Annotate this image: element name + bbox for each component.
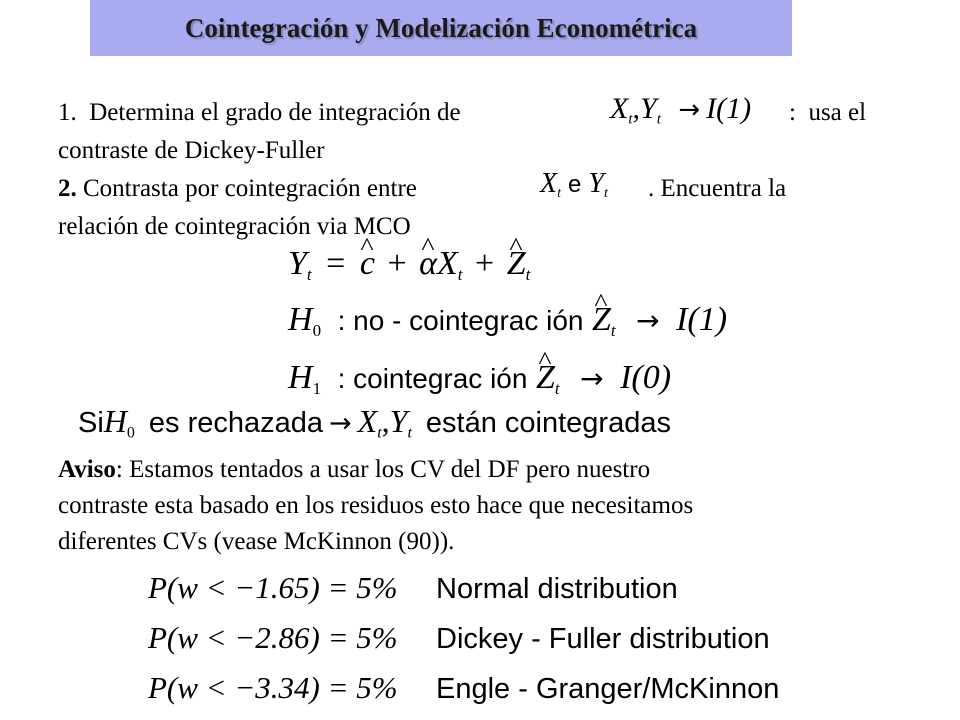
prob-row-normal: P(w < −1.65) = 5% Normal distribution bbox=[148, 570, 678, 605]
warning-line1: Aviso: Estamos tentados a usar los CV del DF pero nuestro bbox=[58, 456, 651, 483]
slide-title: Cointegración y Modelización Econométrica bbox=[184, 12, 698, 43]
step2-line2: relación de cointegración via MCO bbox=[58, 213, 411, 240]
title-bar bbox=[90, 0, 792, 56]
step2-math: $X_t$ e $Y_t$ bbox=[540, 168, 608, 201]
step2-suffix: . Encuentra la bbox=[648, 175, 787, 202]
h0-equation: $H_0$ : no - cointegrac ión ^ $Z_t \to I(1)$ bbox=[288, 303, 727, 339]
h1-equation: $H_1$ : cointegrac ión ^ $Z_t \to I(0)$ bbox=[288, 361, 671, 397]
step1-text: Determina el grado de integración de bbox=[89, 99, 461, 126]
prob-row-dickey-fuller: P(w < −2.86) = 5% Dickey - Fuller distribution bbox=[148, 620, 770, 655]
prob-row-engle-granger: P(w < −3.34) = 5% Engle - Granger/McKinnon bbox=[148, 670, 780, 705]
warning-line2: contraste esta basado en los residuos esto hace que necesitamos bbox=[58, 492, 694, 519]
step2-line1: 2. Contrasta por cointegración entre bbox=[58, 175, 417, 202]
regression-equation: $Y_t$ = ^ c + ^ $\alpha X_t$ + ^ $Z_t$ bbox=[288, 247, 530, 283]
step1-suffix: : usa el bbox=[789, 99, 867, 126]
step1-line1: 1. Determina el grado de integración de bbox=[58, 99, 461, 126]
step1-math: $X_t,Y_t \to I(1)$ bbox=[610, 92, 752, 128]
warning-line3: diferentes CVs (vease McKinnon (90)). bbox=[58, 528, 455, 555]
regression-label bbox=[0, 0, 1, 1]
rejection-statement: SiH$_0$ es rechazada → $X_t,Y_t$ están cointegradas bbox=[78, 403, 671, 442]
step1-line2: contraste de Dickey-Fuller bbox=[58, 137, 325, 164]
